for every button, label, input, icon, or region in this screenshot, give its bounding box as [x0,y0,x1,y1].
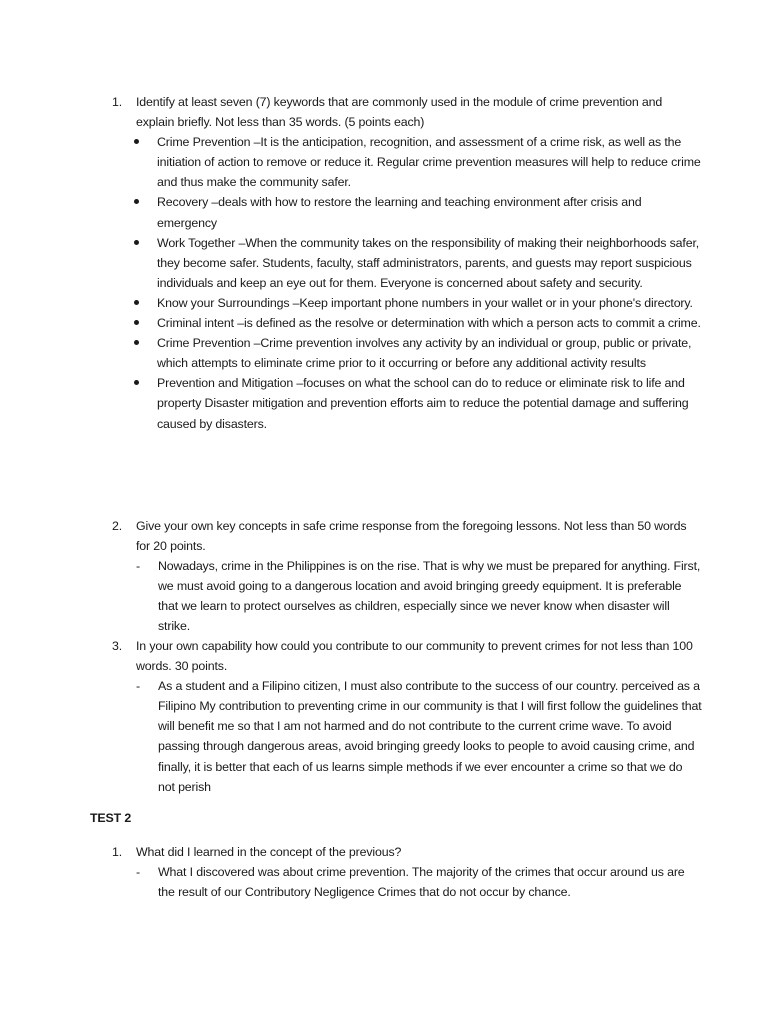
answer [112,676,702,797]
answer-text: Nowadays, crime in the Philippines is on the rise. That is why we must be prepared for anything. First, we must avoid going to a dangerous location and avoid bringing greedy equipment. It is preferable that we learn to protect ourselves as children, especially since we never know when disaster will strike. [158,559,701,634]
question-2 [112,516,702,637]
question-3 [112,636,702,797]
list-item: Prevention and Mitigation –focuses on what the school can do to reduce or eliminate risk to life and property Disaster mitigation and prevention efforts aim to reduce the potential damage and suffering caused by disasters. [112,373,702,433]
answer-text: As a student and a Filipino citizen, I must also contribute to the success of our country. perceived as a Filipino My contribution to preventing crime in our community is that I will first follow the guidelines that will benefit me so that I am not harmed and do not contribute to the current crime wave. To avoid passing through dangerous areas, avoid bringing greedy looks to people to avoid causing crime, and finally, it is better that each of us learns simple methods if we ever encounter a crime so that we do not perish [158,679,702,794]
question-text: In your own capability how could you contribute to our community to prevent crimes for not less than 100 words. 30 points. [136,639,693,674]
list-item: Crime Prevention –Crime prevention involves any activity by an individual or group, public or private, which attempts to eliminate crime prior to it occurring or before any additional activity results [112,333,702,373]
question-text: Identify at least seven (7) keywords that are commonly used in the module of crime prevention and explain briefly. Not less than 35 words. (5 points each) [136,95,663,130]
question-text: What did I learned in the concept of the previous? [136,845,402,859]
bullet-icon [134,139,139,144]
answer [112,862,702,902]
list-item: Crime Prevention –It is the anticipation, recognition, and assessment of a crime risk, as well as the initiation of action to remove or reduce it. Regular crime prevention measures will help to reduce crime and thus make the community safer. [112,132,702,192]
question-number: 2. [112,519,123,533]
keyword-list [112,132,702,433]
list-item: Recovery –deals with how to restore the learning and teaching environment after crisis and emergency [112,192,702,232]
section-heading: TEST 2 [90,811,132,825]
test2-question-1 [112,842,702,902]
bullet-icon [134,320,139,325]
answer [112,556,702,636]
bullet-icon [134,199,139,204]
answer-text: What I discovered was about crime prevention. The majority of the crimes that occur around us are the result of our Contributory Negligence Crimes that do not occur by chance. [158,865,685,900]
question-text: Give your own key concepts in safe crime response from the foregoing lessons. Not less than 50 words for 20 points. [136,519,687,554]
question-1 [112,92,702,434]
question-number: 1. [112,95,123,109]
bullet-icon [134,300,139,305]
dash-marker: - [136,559,140,574]
dash-marker: - [136,865,140,880]
dash-marker: - [136,679,140,694]
question-number: 3. [112,639,123,653]
bullet-icon [134,240,139,245]
list-item: Criminal intent –is defined as the resolve or determination with which a person acts to commit a crime. [112,313,702,333]
question-number: 1. [112,845,123,859]
list-item: Know your Surroundings –Keep important phone numbers in your wallet or in your phone's directory. [112,293,702,313]
list-item: Work Together –When the community takes on the responsibility of making their neighborhoods safer, they become safer. Students, faculty, staff administrators, parents, and guests may report suspicious individuals and keep an eye out for them. Everyone is concerned about safety and security. [112,233,702,293]
bullet-icon [134,380,139,385]
bullet-icon [134,340,139,345]
